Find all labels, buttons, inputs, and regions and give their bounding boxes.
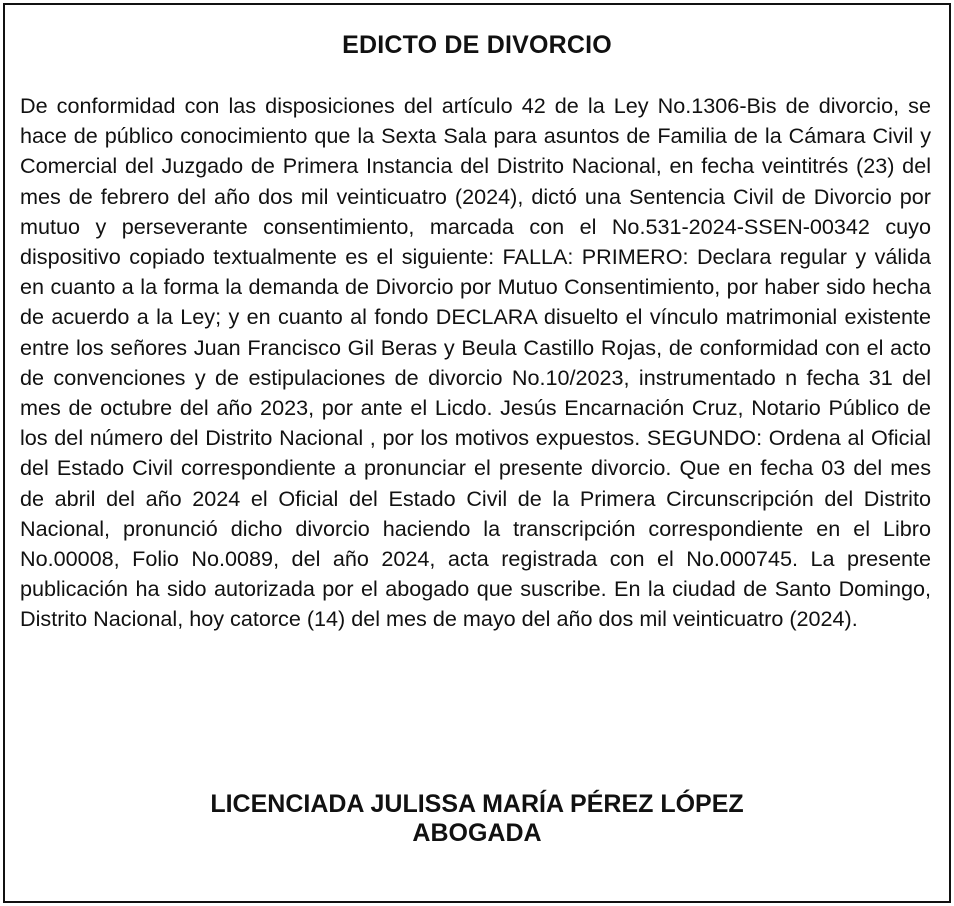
edict-body: De conformidad con las disposiciones del artículo 42 de la Ley No.1306-Bis de divorcio, se hace de público conocimiento que la Sexta Sala para asuntos de Familia de la Cámara Civil y Comercial del Juzgado de Primera Instancia del Distrito Nacional, en fecha veintitrés (23) del mes de febrero del año dos mil veinticuatro (2024), dictó una Sentencia Civil de Divorcio por mutuo y perseverante consentimiento, marcada con el No.531-2024-SSEN-00342 cuyo dispositivo copiado textualmente es el siguiente: FALLA: PRIMERO: Declara regular y válida en cuanto a la forma la demanda de Divorcio por Mutuo Consentimiento, por haber sido hecha de acuerdo a la Ley; y en cuanto al fondo DECLARA disuelto el vínculo matrimonial existente entre los señores Juan Francisco Gil Beras y Beula Castillo Rojas, de conformidad con el acto de convenciones y de estipulaciones de divorcio No.10/2023, instrumentado n fecha 31 del mes de octubre del año 2023, por ante el Licdo. Jesús Encarnación Cruz, Notario Público de los del número del Distrito Nacional , por los motivos expuestos. SEGUNDO: Ordena al Oficial del Estado Civil correspondiente a pronunciar el presente divorcio. Que en fecha 03 del mes de abril del año 2024 el Oficial del Estado Civil de la Primera Circunscripción del Distrito Nacional, pronunció dicho divorcio haciendo la transcripción correspondiente en el Libro No.00008, Folio No.0089, del año 2024, acta registrada con el No.000745. La presente publicación ha sido autorizada por el abogado que suscribe. En la ciudad de Santo Domingo, Distrito Nacional, hoy catorce (14) del mes de mayo del año dos mil veinticuatro (2024). <box>20 93 931 632</box>
edict-title: EDICTO DE DIVORCIO <box>342 31 612 59</box>
signature-title: ABOGADA <box>412 819 542 847</box>
signature-name: LICENCIADA JULISSA MARÍA PÉREZ LÓPEZ <box>210 790 744 818</box>
signature-block <box>5 790 949 848</box>
edict-frame <box>3 3 951 903</box>
